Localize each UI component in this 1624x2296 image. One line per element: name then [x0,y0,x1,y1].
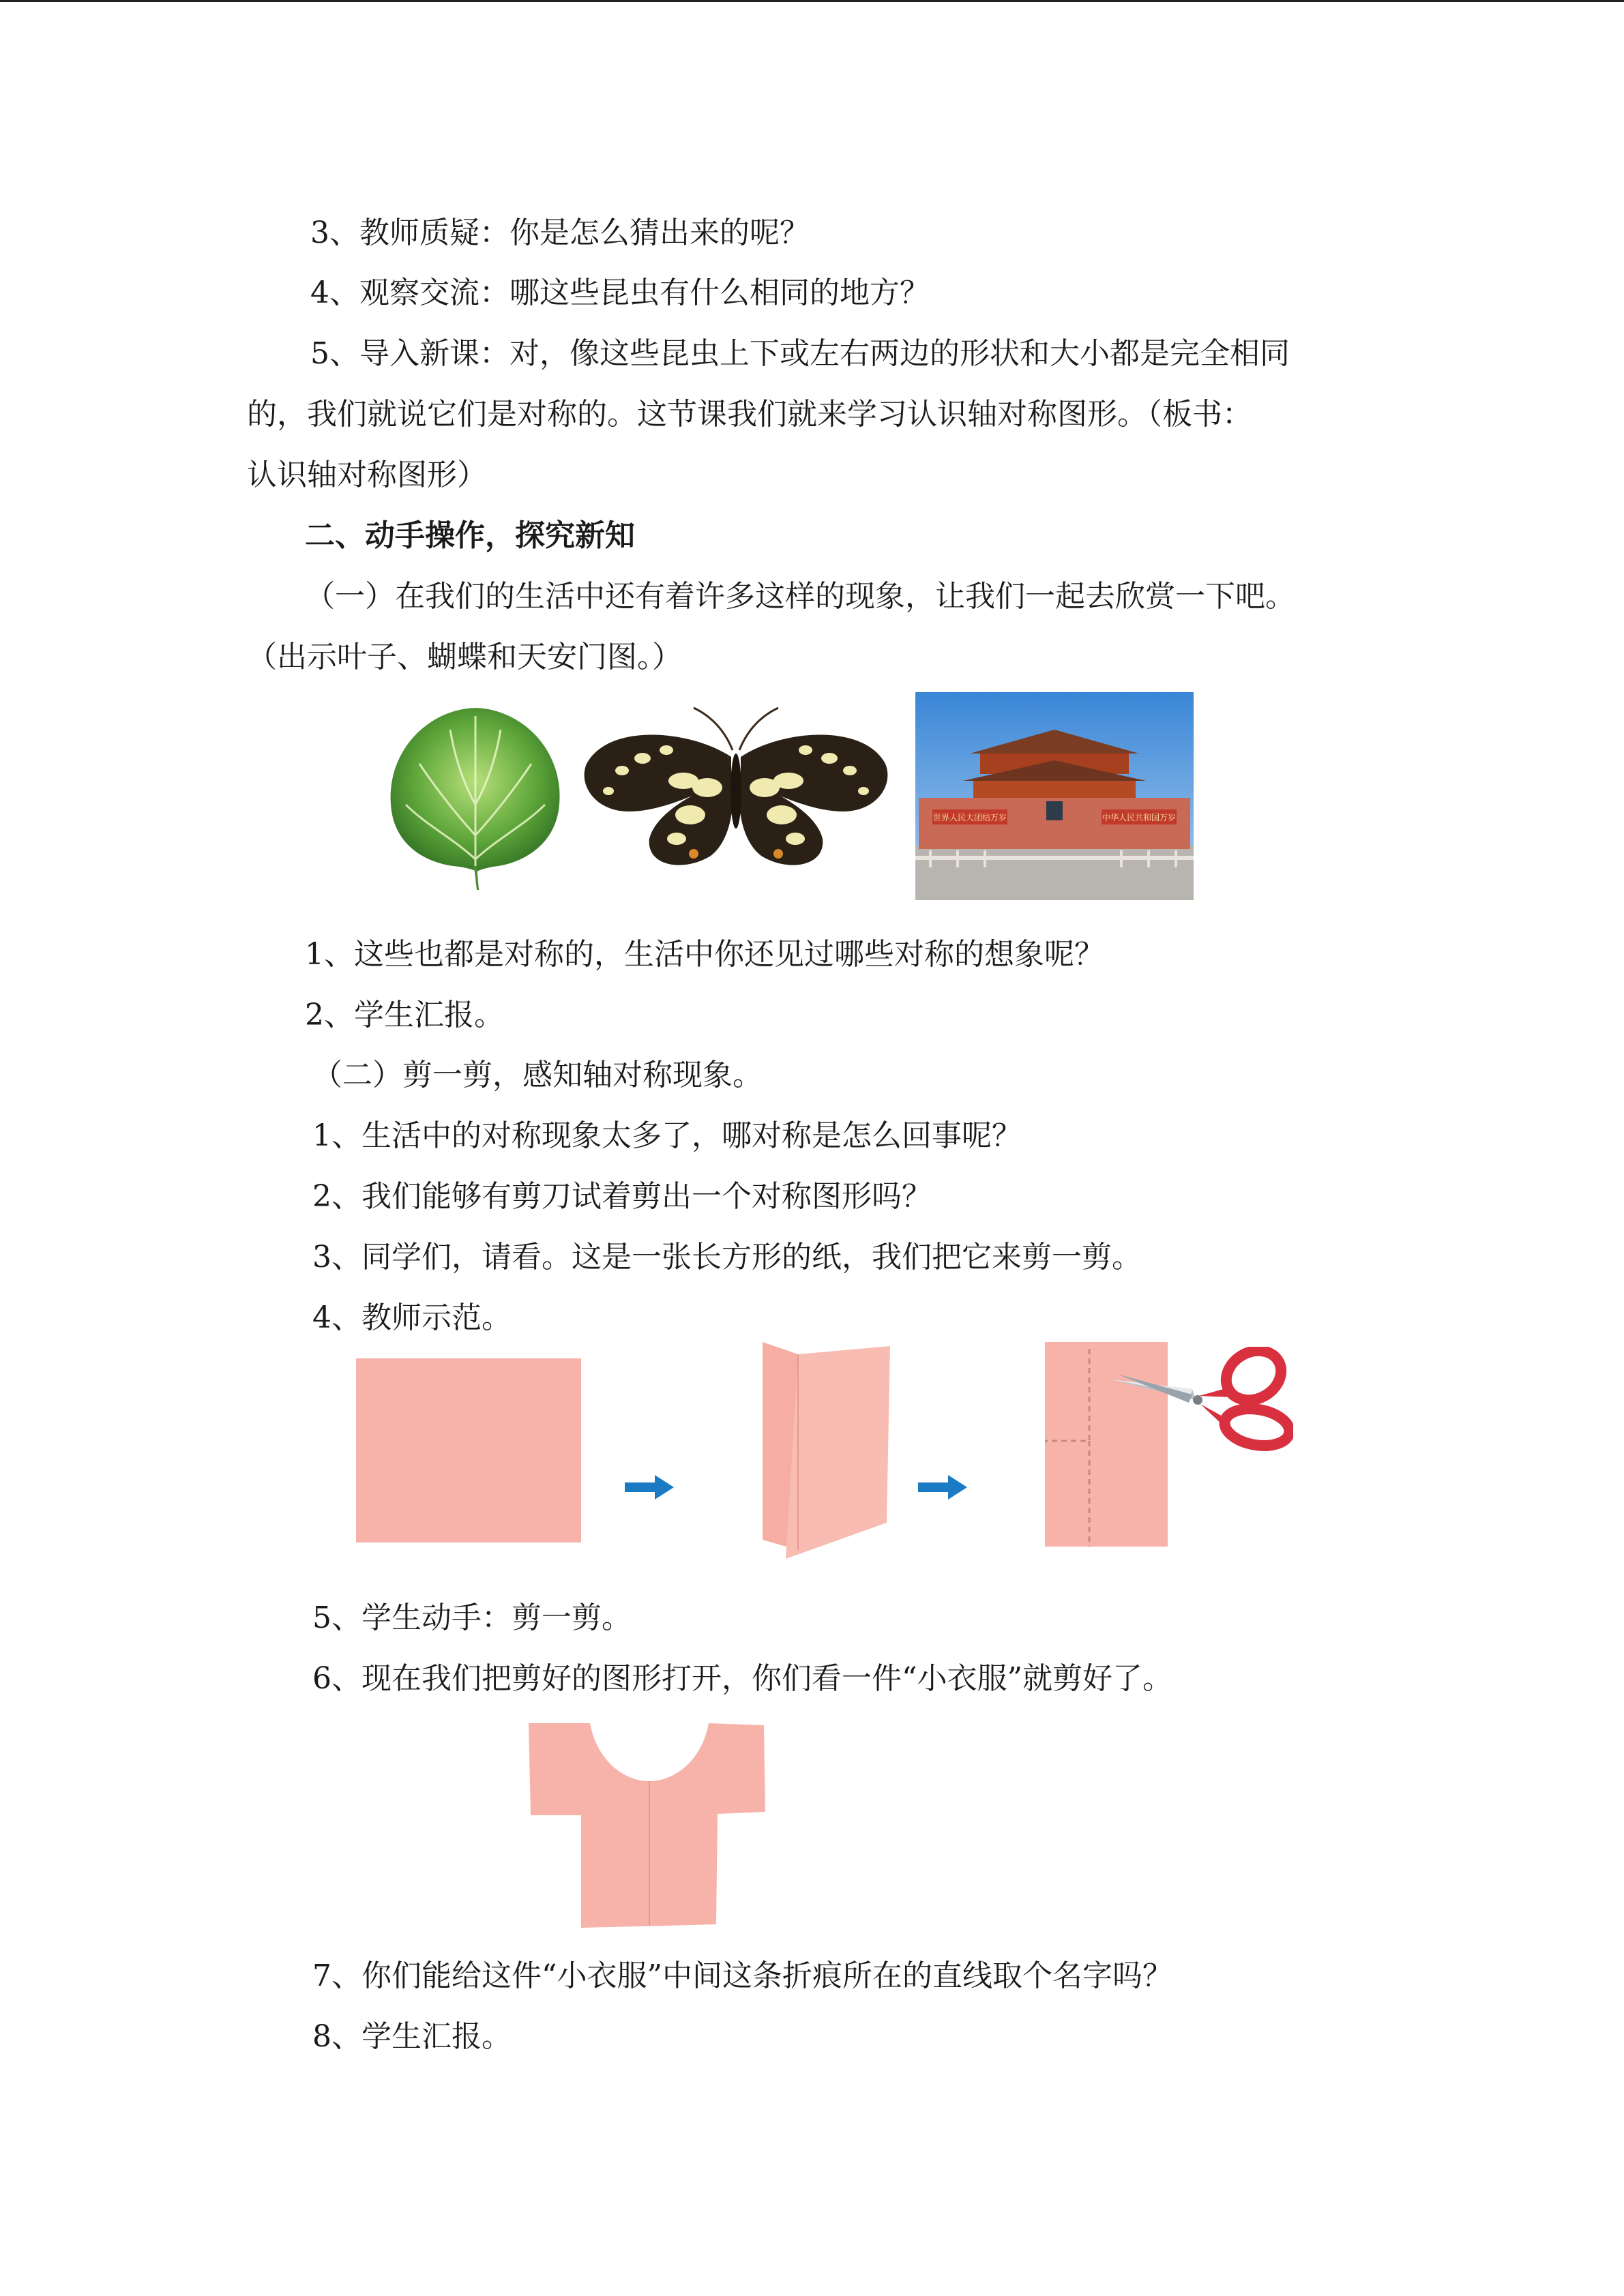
arrow-right-icon [918,1475,967,1500]
line-5-student-cut: 5、学生动手：剪一剪。 [312,1600,632,1635]
leaf-image [385,702,566,890]
line-3-teacher-question: 3、教师质疑：你是怎么猜出来的呢？ [310,215,810,250]
subsection-2-text: （二）剪一剪，感知轴对称现象。 [312,1058,763,1092]
section-heading-2: 二、动手操作，探究新知 [305,518,635,553]
line-5-intro-cont2: 认识轴对称图形） [247,458,487,492]
subsection-1-text-cont: （出示叶子、蝴蝶和天安门图。） [247,640,682,674]
line-1-symmetry: 1、这些也都是对称的，生活中你还见过哪些对称的想象呢？ [305,937,1104,972]
paper-clothes-shape [525,1720,767,1928]
line-3-rectangle-paper: 3、同学们，请看。这是一张长方形的纸，我们把它来剪一剪。 [312,1240,1142,1274]
line-4-teacher-demo: 4、教师示范。 [312,1300,512,1335]
paper-folded [757,1342,894,1559]
line-8-student-report: 8、学生汇报。 [312,2019,512,2054]
arrow-right-icon [625,1475,674,1500]
line-6-open-shape: 6、现在我们把剪好的图形打开，你们看一件“小衣服”就剪好了。 [312,1661,1172,1696]
line-2-report: 2、学生汇报。 [305,998,504,1032]
page-top-border [0,0,1624,2]
scissors-icon [1110,1347,1293,1452]
line-4-observe: 4、观察交流：哪这些昆虫有什么相同的地方？ [310,275,930,310]
butterfly-image [581,702,891,876]
line-7-fold-line-name: 7、你们能给这件“小衣服”中间这条折痕所在的直线取个名字吗？ [312,1958,1172,1993]
line-1-life-symmetry: 1、生活中的对称现象太多了，哪对称是怎么回事呢？ [312,1118,1022,1153]
line-5-intro-cont: 的，我们就说它们是对称的。这节课我们就来学习认识轴对称图形。（板书： [247,397,1252,432]
line-2-cut-question: 2、我们能够有剪刀试着剪出一个对称图形吗？ [312,1179,932,1214]
tiananmen-image [915,692,1194,900]
banner-left-text: 世界人民大团结万岁 [932,813,1007,822]
line-5-intro: 5、导入新课：对，像这些昆虫上下或左右两边的形状和大小都是完全相同 [310,336,1290,371]
banner-right-text: 中华人民共和国万岁 [1102,813,1177,822]
paper-rectangle [356,1358,581,1542]
subsection-1-text: （一）在我们的生活中还有着许多这样的现象，让我们一起去欣赏一下吧。 [305,579,1295,614]
